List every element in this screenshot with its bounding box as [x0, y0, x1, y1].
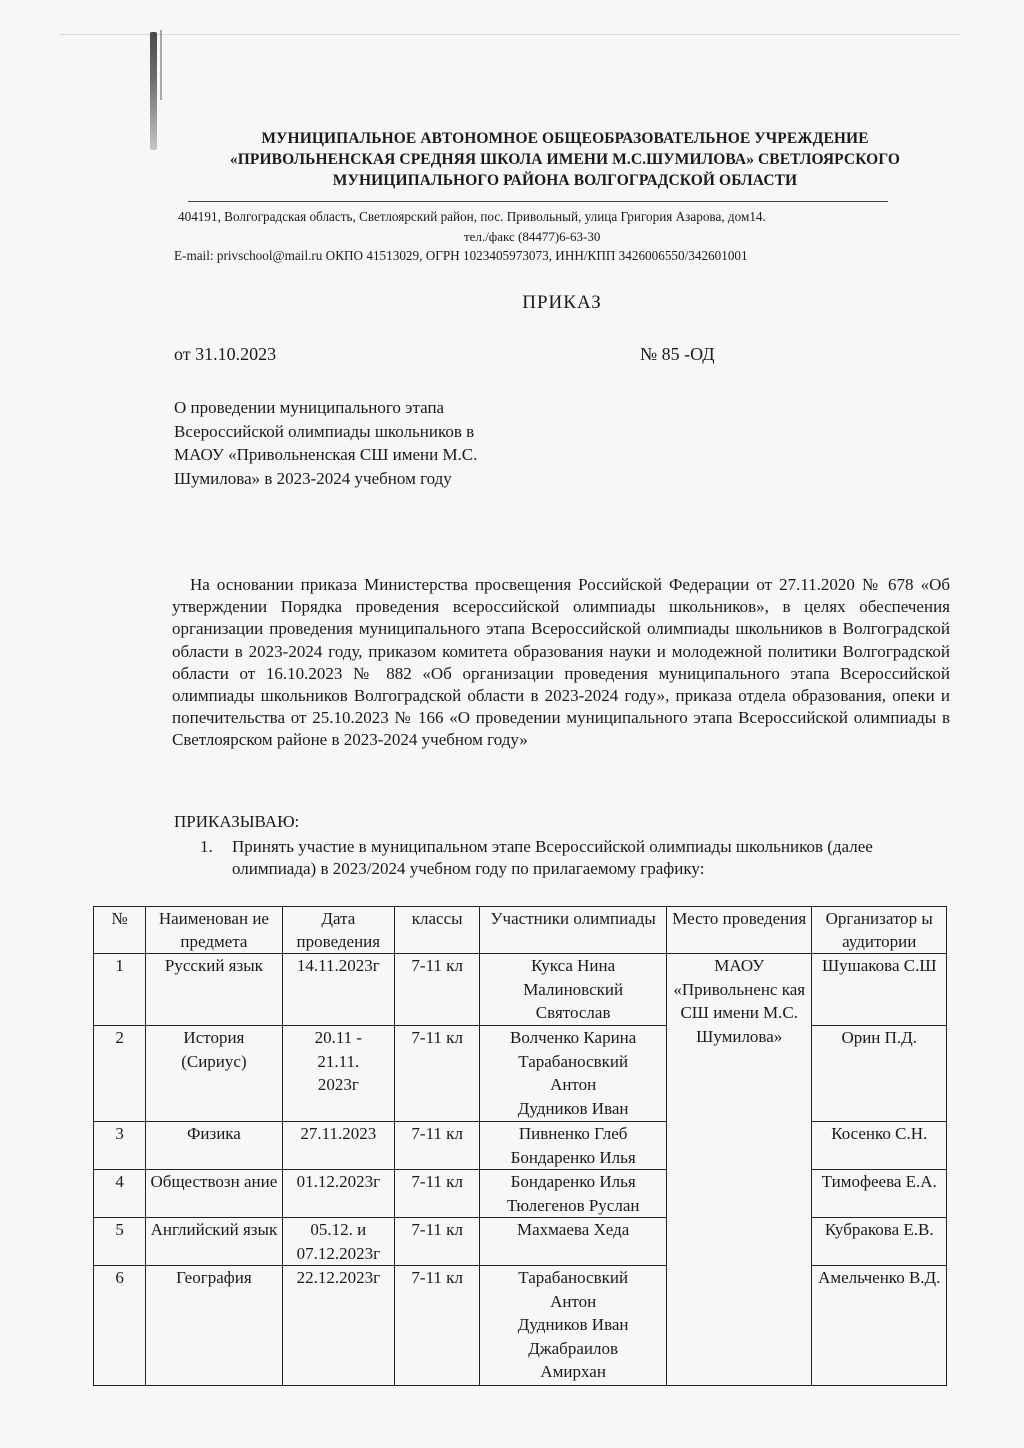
cell-subject: Физика [146, 1122, 282, 1170]
cell-subject: Английский язык [146, 1218, 282, 1266]
cell-classes: 7-11 кл [395, 1170, 480, 1218]
cell-date: 05.12. и 07.12.2023г [282, 1218, 394, 1266]
cell-organizer: Кубракова Е.В. [812, 1218, 947, 1266]
order-word: ПРИКАЗЫВАЮ: [174, 812, 300, 831]
cell-number: 2 [94, 1026, 146, 1122]
document-title: ПРИКАЗ [522, 292, 602, 313]
table-row [94, 1122, 947, 1170]
cell-number: 1 [94, 954, 146, 1026]
cell-date: 20.11 - 21.11. 2023г [282, 1026, 394, 1122]
table-row [94, 954, 947, 1026]
cell-date: 22.12.2023г [282, 1266, 394, 1386]
cell-organizer: Орин П.Д. [812, 1026, 947, 1122]
cell-number: 3 [94, 1122, 146, 1170]
scan-artifact-streak [160, 30, 162, 100]
contacts-line: E-mail: privschool@mail.ru ОКПО 41513029, ОГРН 1023405973073, ИНН/КПП 3426006550/342601001 [174, 248, 748, 263]
header-classes: классы [395, 907, 480, 954]
document-number: № 85 -ОД [640, 344, 715, 364]
document-subject: О проведении муниципального этапа Всероссийской олимпиады школьников в МАОУ «Привольненская СШ имени М.С. Шумилова» в 2023-2024 учебном году [174, 398, 478, 488]
cell-organizer: Шушакова С.Ш [812, 954, 947, 1026]
cell-classes: 7-11 кл [395, 1122, 480, 1170]
cell-date: 27.11.2023 [282, 1122, 394, 1170]
cell-classes: 7-11 кл [395, 1218, 480, 1266]
table-row [94, 1026, 947, 1122]
institution-name-line-1: МУНИЦИПАЛЬНОЕ АВТОНОМНОЕ ОБЩЕОБРАЗОВАТЕЛЬНОЕ УЧРЕЖДЕНИЕ [261, 130, 869, 147]
cell-organizer: Амельченко В.Д. [812, 1266, 947, 1386]
cell-organizer: Косенко С.Н. [812, 1122, 947, 1170]
cell-venue: МАОУ «Привольненс кая СШ имени М.С. Шумилова» [666, 954, 812, 1386]
cell-classes: 7-11 кл [395, 954, 480, 1026]
cell-number: 6 [94, 1266, 146, 1386]
cell-participants: Кукса Нина Малиновский Святослав [480, 954, 667, 1026]
cell-participants: Махмаева Хеда [480, 1218, 667, 1266]
cell-subject: История (Сириус) [146, 1026, 282, 1122]
header-organizer: Организатор ы аудитории [812, 907, 947, 954]
institution-name-line-3: МУНИЦИПАЛЬНОГО РАЙОНА ВОЛГОГРАДСКОЙ ОБЛАСТИ [332, 172, 798, 189]
header-date: Дата проведения [282, 907, 394, 954]
document-date: от 31.10.2023 [174, 344, 277, 364]
cell-organizer: Тимофеева Е.А. [812, 1170, 947, 1218]
address-line: 404191, Волгоградская область, Светлоярский район, пос. Привольный, улица Григория Азарова, дом14. [178, 209, 766, 224]
cell-number: 4 [94, 1170, 146, 1218]
cell-date: 14.11.2023г [282, 954, 394, 1026]
cell-participants: Пивненко Глеб Бондаренко Илья [480, 1122, 667, 1170]
document-body: На основании приказа Министерства просвещения Российской Федерации от 27.11.2020 № 678 «Об утверждении Порядка проведения всероссийской олимпиады школьников», в целях обеспечения организации проведения муниципального этапа Всероссийской олимпиады школьников в Волгоградской области в 2023-2024 году, приказом комитета образования науки и молодежной политики Волгоградской области от 16.10.2023 № 882 «Об организации проведения муниципального этапа Всероссийской олимпиады школьников Волгоградской области в 2023-2024 году», приказа отдела образования, опеки и попечительства от 25.10.2023 № 166 «О проведении муниципального этапа Всероссийской олимпиады в Светлоярском районе в 2023-2024 учебном году» [172, 575, 950, 750]
phone-line: тел./факс (84477)6-63-30 [464, 229, 601, 244]
cell-classes: 7-11 кл [395, 1266, 480, 1386]
cell-date: 01.12.2023г [282, 1170, 394, 1218]
institution-name-line-2: «ПРИВОЛЬНЕНСКАЯ СРЕДНЯЯ ШКОЛА ИМЕНИ М.С.ШУМИЛОВА» СВЕТЛОЯРСКОГО [229, 151, 901, 168]
cell-participants: Волченко Карина Тарабаносвкий Антон Дудников Иван [480, 1026, 667, 1122]
cell-subject: Русский язык [146, 954, 282, 1026]
table-row [94, 1266, 947, 1386]
scan-artifact-line [60, 34, 960, 35]
cell-participants: Бондаренко Илья Тюлегенов Руслан [480, 1170, 667, 1218]
table-row [94, 1218, 947, 1266]
cell-participants: Тарабаносвкий Антон Дудников Иван Джабраилов Амирхан [480, 1266, 667, 1386]
item-text: Принять участие в муниципальном этапе Всероссийской олимпиады школьников (далее олимпиада) в 2023/2024 учебном году по прилагаемому графику: [232, 837, 873, 878]
header-divider [188, 201, 888, 202]
header-subject: Наименован ие предмета [146, 907, 282, 954]
cell-classes: 7-11 кл [395, 1026, 480, 1122]
header-participants: Участники олимпиады [480, 907, 667, 954]
header-number: № [94, 907, 146, 954]
table-row [94, 1170, 947, 1218]
item-number: 1. [200, 837, 213, 856]
olympiad-schedule-table [93, 906, 947, 1386]
cell-number: 5 [94, 1218, 146, 1266]
cell-subject: Обществозн ание [146, 1170, 282, 1218]
table-header-row [94, 907, 947, 954]
header-venue: Место проведения [666, 907, 812, 954]
cell-subject: География [146, 1266, 282, 1386]
